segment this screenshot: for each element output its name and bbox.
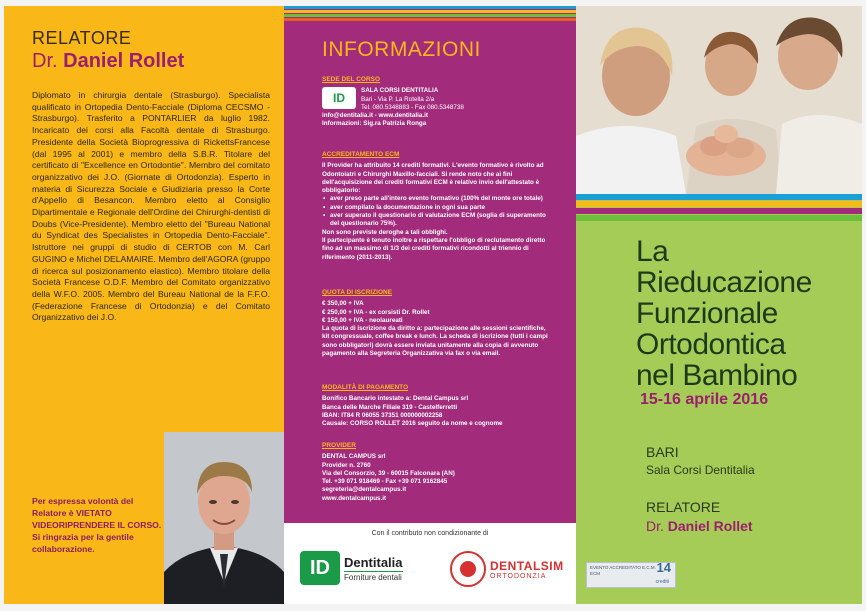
left-panel [4,6,284,604]
speaker-name [646,518,753,534]
provider-email: segreteria@dentalcampus.it [322,486,407,494]
course-city: BARI [646,444,679,460]
sede-address: Bari - Via P. La Rotella 2/a [361,95,435,103]
ecm-reclutamento: Il partecipante è tenuto inoltre a rispettare l'obbligo di reclutamento diretto fino ad un massimo di 1/3 dei crediti formativi ricondotti al triennio di riferimento (2011-2013). [322,236,546,261]
course-title-line: Rieducazione [636,266,812,299]
provider-website: www.dentalcampus.it [322,494,387,502]
quota-section [322,289,554,358]
provider-line: Via del Consorzio, 39 - 60015 Falconara (AN) [322,469,455,477]
pagamento-section [322,384,554,428]
speaker-photo [164,432,284,604]
ecm-requirements [322,195,554,228]
course-title-line: nel Bambino [636,359,798,392]
ecm-heading: ACCREDITAMENTO ECM [322,151,400,158]
sponsors-box [284,523,576,604]
pagamento-iban: IBAN: IT84 R 06055 37351 000000002258 [322,411,443,419]
sede-block [322,87,554,112]
provider-line: Tel. +39 071 918469 - Fax +39 071 9162845 [322,478,448,486]
relatore-label: RELATORE [646,499,721,515]
provider-line: DENTAL CAMPUS srl [322,453,386,461]
badge-sub: ECM [590,570,600,576]
color-stripes [576,194,862,224]
sede-phone: Tel. 080.5348883 - Fax 080.5348738 [361,103,464,111]
sponsors-caption: Con il contributo non condizionante di [371,530,489,537]
sede-contact: Informazioni: Sig.ra Patrizia Ronga [322,120,427,128]
speaker-prefix: Dr. [32,50,58,72]
middle-panel [284,6,576,604]
course-title-line: Funzionale [636,297,778,330]
speaker-name [32,50,184,73]
course-dates: 15-16 aprile 2016 [640,391,769,408]
dentitalia-logo-icon: ID [300,551,340,585]
dentitalia-logo [300,551,403,585]
course-title-line: La [636,235,669,268]
quota-line: € 150,00 + IVA - neolaureati [322,316,403,324]
badge-label: EVENTO ACCREDITATO E.C.M. [590,565,656,570]
ecm-section [322,151,554,262]
quota-paragraph: La quota di iscrizione da diritto a: partecipazione alle sessioni scientifiche, kit congressuale, coffee break e lunch. La scheda di iscrizione (tutti i campi sono obbligatori) dovrà essere inviata unitamente alla copia di avvenuto pagamento alla Segreteria Organizzativa via fax o via email. [322,325,548,358]
family-hands-illustration-icon [576,6,862,194]
sede-heading: SEDE DEL CORSO [322,76,381,83]
course-title-line: Ortodontica [636,328,786,361]
speaker-name-text: Daniel Rollet [63,50,185,72]
dentalsim-logo [450,551,564,587]
dentalsim-name: DENTALSIM [490,558,564,573]
ecm-no-exceptions: Non sono previste deroghe a tali obblighi. [322,228,448,236]
course-title [636,236,812,391]
quota-line: € 350,00 + IVA [322,300,364,308]
ecm-item: • aver preso parte all'intero evento formativo (100% del monte ore totale) [322,195,554,203]
dentitalia-sub: Forniture dentali [344,572,402,582]
badge-credits-number: 14 [656,560,671,575]
right-panel [576,6,862,604]
provider-section [322,442,554,503]
family-photo [576,6,862,194]
course-venue: Sala Corsi Dentitalia [646,463,755,477]
provider-line: Provider n. 2760 [322,461,371,469]
quota-heading: QUOTA DI ISCRIZIONE [322,289,393,296]
sede-name: SALA CORSI DENTITALIA [361,87,439,95]
info-title: INFORMAZIONI [322,38,481,61]
recording-notice: Per espressa volontà del Relatore è VIETATO VIDEORIPRENDERE IL CORSO. Si ringrazia per la gentile collaborazione. [32,496,162,554]
pagamento-line: Bonifico Bancario intestato a: Dental Campus srl [322,395,469,403]
speaker-prefix: Dr. [646,518,664,534]
color-stripes [284,6,576,22]
pagamento-heading: MODALITÀ DI PAGAMENTO [322,384,409,391]
provider-heading: PROVIDER [322,442,356,449]
dentitalia-mark-icon: ID [322,87,356,109]
speaker-bio: Diplomato in chirurgia dentale (Strasburgo). Specialista qualificato in Ortopedia Dento-Facciale (Diploma CECSMO - Strasburgo). Trasferito a PONTARLIER da luglio 1982. Incaricato dei corsi alla Facoltà dentale di Strasburgo. Presidente della Società Bioprogressiva di RickettsFrancese (dal 1995 al 2001) e membro della S.B.R. Titolare del certificato di "Excellence en Ortodontie". Membro del comitato organizzativo dei J.O. (Giornate di Ortodonzia). Esperto in materia di Sicurezza Sociale e Giudiziaria presso la Corte d'Appello di Besancon. Membro eletto al Consiglio Dipartimentale e Regionale dell'Ordine dei Chirurghi-dentisti di Doubs (Vice-Presidente). Membro eletto del "Bureau National du Syndicat des Specialistes in Ortopedia Dento-Facciale". Istruttore nei gruppi di studio di CERTOB con M. Carl GUGINO e Michel DELAMAIRE. Membro dell'AGORA (gruppo di ricerca sul posizionamento elastico). Membro titolare della Società Francese O.D.F. Membro del Comitato organizzativo della W.F.O. 2005. Membro del Bureau National de la F.F.O. (Federazione Francese di Ortodonzia) e del Comitato Organizzativo dei J.O. [32,90,270,323]
sede-section [322,76,554,129]
ecm-paragraph: Il Provider ha attribuito 14 crediti formativi. L'evento formativo è rivolto ad Odontoiatri e Chirurghi Maxillo-facciali. Si rende noto che ai fini dell'acquisizione dei crediti formativi ECM è relativo invio dell'attestato è obbligatorio: [322,162,544,195]
ecm-badge [586,562,676,588]
speaker-portrait-icon [164,432,284,604]
speaker-name-text: Daniel Rollet [667,518,753,534]
ecm-item: • aver superato il questionario di valutazione ECM (soglia di superamento del questionario 75%). [322,212,554,229]
dentitalia-name: Dentitalia [344,554,403,570]
badge-credits-unit: crediti [655,579,669,585]
quota-line: € 250,00 + IVA - ex corsisti Dr. Rollet [322,308,430,316]
pagamento-causale: Causale: CORSO ROLLET 2016 seguito da nome e cognome [322,420,503,428]
dentalsim-logo-icon [450,551,486,587]
ecm-item: • aver compilato la documentazione in ogni sua parte [322,204,554,212]
sede-email: info@dentitalia.it - www.dentitalia.it [322,112,428,120]
pagamento-line: Banca delle Marche Filiale 319 - Castelferretti [322,403,458,411]
relatore-label: RELATORE [32,28,132,48]
dentalsim-sub: ORTODONZIA [490,572,547,580]
